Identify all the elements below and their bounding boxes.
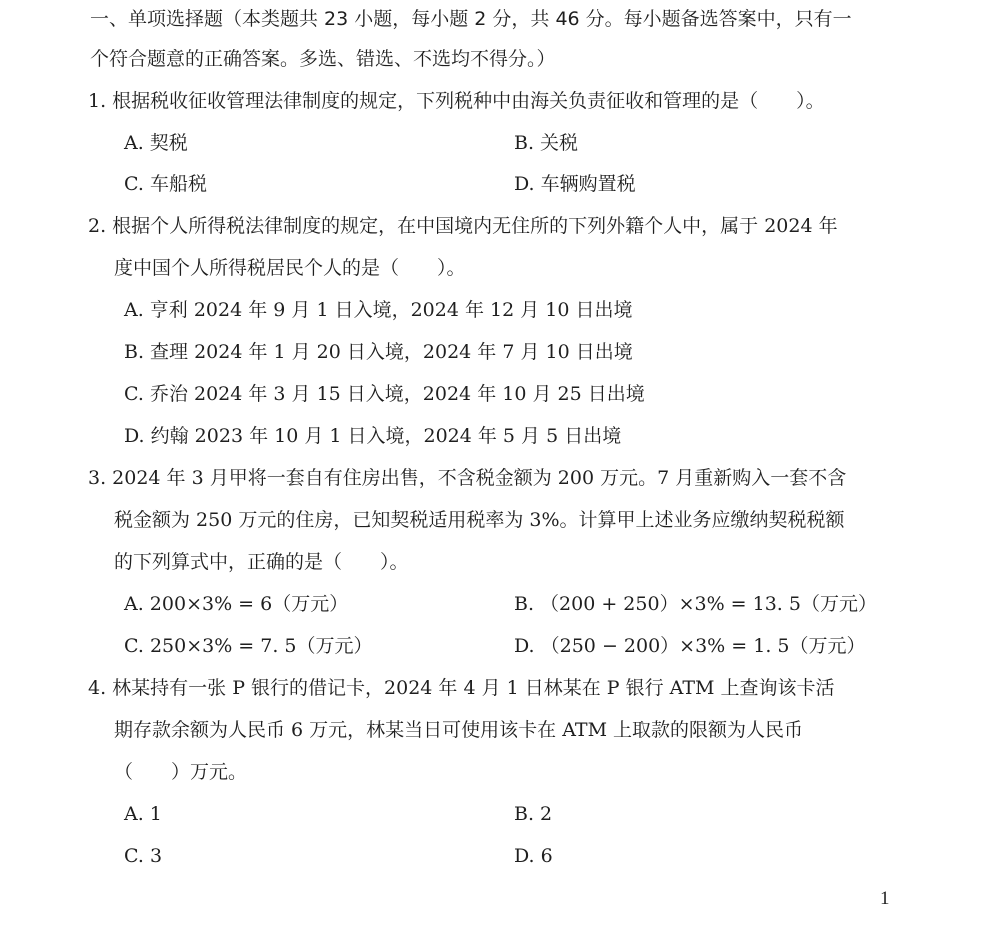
question-2-option-b[interactable]: B. 查理 2024 年 1 月 20 日入境，2024 年 7 月 10 日出境 (124, 341, 633, 363)
question-3-option-b[interactable]: B. （200 + 250）×3% = 13. 5（万元） (514, 593, 877, 615)
question-3-option-d[interactable]: D. （250 − 200）×3% = 1. 5（万元） (514, 635, 866, 657)
question-3-option-c[interactable]: C. 250×3% = 7. 5（万元） (124, 635, 373, 657)
page-number: 1 (880, 888, 890, 909)
question-2-option-a[interactable]: A. 亨利 2024 年 9 月 1 日入境，2024 年 12 月 10 日出境 (124, 299, 633, 321)
question-4-option-c[interactable]: C. 3 (124, 845, 163, 867)
question-1-option-b[interactable]: B. 关税 (514, 132, 579, 154)
section-heading-line-2: 个符合题意的正确答案。多选、错选、不选均不得分。） (90, 48, 556, 70)
question-4-option-a[interactable]: A. 1 (124, 803, 162, 825)
question-3-stem-line-1: 3. 2024 年 3 月甲将一套自有住房出售，不含税金额为 200 万元。7 月重新购入一套不含 (88, 467, 847, 489)
question-2-stem-line-2: 度中国个人所得税居民个人的是（ ）。 (114, 257, 466, 279)
question-1-option-c[interactable]: C. 车船税 (124, 173, 207, 195)
question-2-option-c[interactable]: C. 乔治 2024 年 3 月 15 日入境，2024 年 10 月 25 日出境 (124, 383, 645, 405)
question-4-option-b[interactable]: B. 2 (514, 803, 553, 825)
question-2-stem-line-1: 2. 根据个人所得税法律制度的规定，在中国境内无住所的下列外籍个人中，属于 2024 年 (88, 215, 838, 237)
question-1-option-d[interactable]: D. 车辆购置税 (514, 173, 636, 195)
question-4-stem-line-1: 4. 林某持有一张 P 银行的借记卡，2024 年 4 月 1 日林某在 P 银行 ATM 上查询该卡活 (88, 677, 835, 699)
section-heading-line-1: 一、单项选择题（本类题共 23 小题，每小题 2 分，共 46 分。每小题备选答案中，只有一 (90, 8, 852, 30)
question-4-stem-line-3: （ ）万元。 (114, 761, 248, 783)
question-3-stem-line-2: 税金额为 250 万元的住房，已知契税适用税率为 3%。计算甲上述业务应缴纳契税税额 (114, 509, 845, 531)
question-3-option-a[interactable]: A. 200×3% = 6（万元） (124, 593, 349, 615)
question-3-stem-line-3: 的下列算式中，正确的是（ ）。 (114, 551, 409, 573)
question-1-stem: 1. 根据税收征收管理法律制度的规定，下列税种中由海关负责征收和管理的是（ ）。 (88, 90, 825, 112)
question-1-option-a[interactable]: A. 契税 (124, 132, 188, 154)
question-4-option-d[interactable]: D. 6 (514, 845, 553, 867)
question-4-stem-line-2: 期存款余额为人民币 6 万元，林某当日可使用该卡在 ATM 上取款的限额为人民币 (114, 719, 804, 741)
question-2-option-d[interactable]: D. 约翰 2023 年 10 月 1 日入境，2024 年 5 月 5 日出境 (124, 425, 622, 447)
